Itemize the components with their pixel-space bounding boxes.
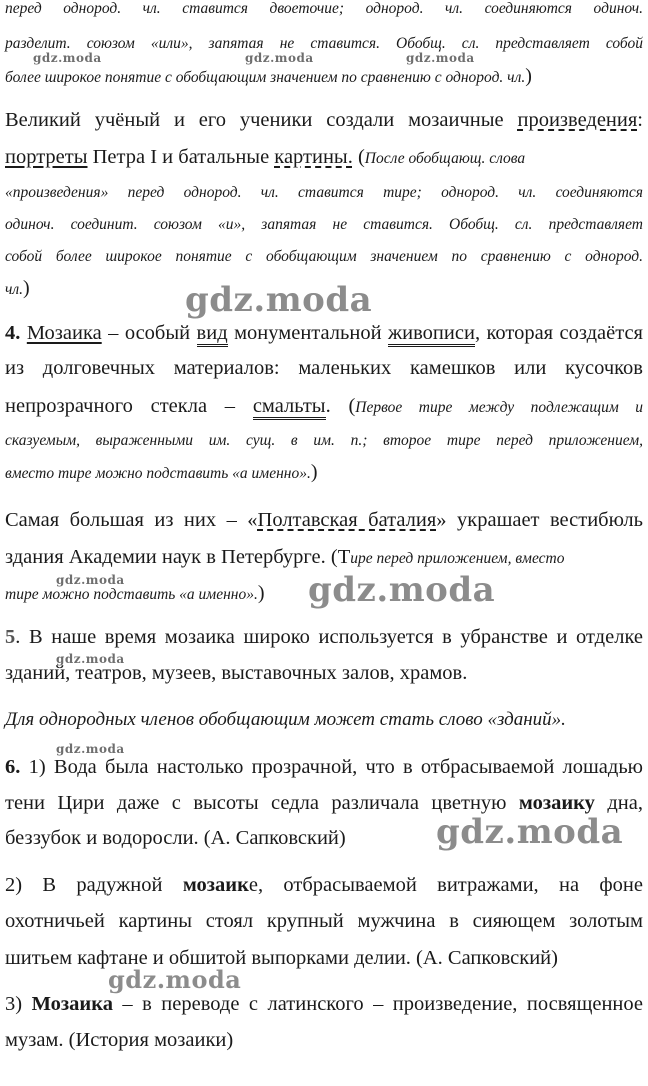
watermark-small: gdz.moda [33,51,102,65]
text-line: зданий, театров, музеев, выставочных залов, храмов. [5,662,468,684]
text-line: вместо тире можно подставить «а именно».) [5,461,318,483]
watermark-large: gdz.moda [108,965,242,994]
watermark-small: gdz.moda [56,742,125,756]
text-line: 3) Мозаика – в переводе с латинского – произведение, посвященное [5,993,643,1015]
watermark-large: gdz.moda [185,280,373,320]
text-line: портреты Петра I и батальные картины. (После обобщающ. слова [5,146,526,168]
watermark-small: gdz.moda [56,573,125,587]
watermark-small: gdz.moda [56,652,125,666]
text-line: «произведения» перед однород. чл. ставится тире; однород. чл. соединяются [5,184,643,201]
watermark-small: gdz.moda [245,51,314,65]
text-line: беззубок и водоросли. (А. Сапковский) [5,827,346,849]
text-line: разделит. союзом «или», запятая не ставится. Обобщ. сл. представляет собой [5,35,643,52]
text-line: более широкое понятие с обобщающим значением по сравнению с однород. чл.) [5,65,532,87]
text-line: здания Академии наук в Петербурге. (Тире перед приложением, вместо [5,546,565,568]
text-line: Великий учёный и его ученики создали мозаичные произведения: [5,109,643,131]
watermark-small: gdz.moda [406,51,475,65]
text-line: непрозрачного стекла – смальты. (Первое тире между подлежащим и [5,391,643,423]
text-line: музам. (История мозаики) [5,1029,234,1051]
text-line: перед однород. чл. ставится двоеточие; однород. чл. соединяются одиноч. [5,0,643,17]
text-line: охотничьей картины стоял крупный мужчина в сияющем золотым [5,910,643,932]
watermark-large: gdz.moda [436,812,624,852]
watermark-large: gdz.moda [308,570,496,610]
text-line: чл.) [5,277,30,299]
text-line: тени Цири даже с высоты седла различала цветную мозаику дна, [5,792,643,814]
text-line: из долговечных материалов: маленьких камешков или кусочков [5,357,643,379]
text-line: сказуемым, выраженными им. сущ. в им. п.; второе тире перед приложением, [5,432,643,449]
text-line: Самая большая из них – «Полтавская баталия» украшает вестибюль [5,509,643,531]
text-line: 5. В наше время мозаика широко используется в убранстве и отделке [5,626,643,648]
text-line: шитьем кафтане и обшитой выпорками делии. (А. Сапковский) [5,947,558,969]
note-line: Для однородных членов обобщающим может стать слово «зданий». [5,709,566,730]
text-line: одиноч. соединит. союзом «и», запятая не ставится. Обобщ. сл. представляет [5,216,643,233]
text-line: 4. Мозаика – особый вид монументальной живописи, которая создаётся [5,318,643,348]
text-line: собой более широкое понятие с обобщающим значением по сравнению с однород. [5,248,643,265]
text-line: 2) В радужной мозаике, отбрасываемой витражами, на фоне [5,874,643,896]
text-line: 6. 1) Вода была настолько прозрачной, что в отбрасываемой лошадью [5,756,643,778]
text-line: тире можно подставить «а именно».) [5,582,265,604]
